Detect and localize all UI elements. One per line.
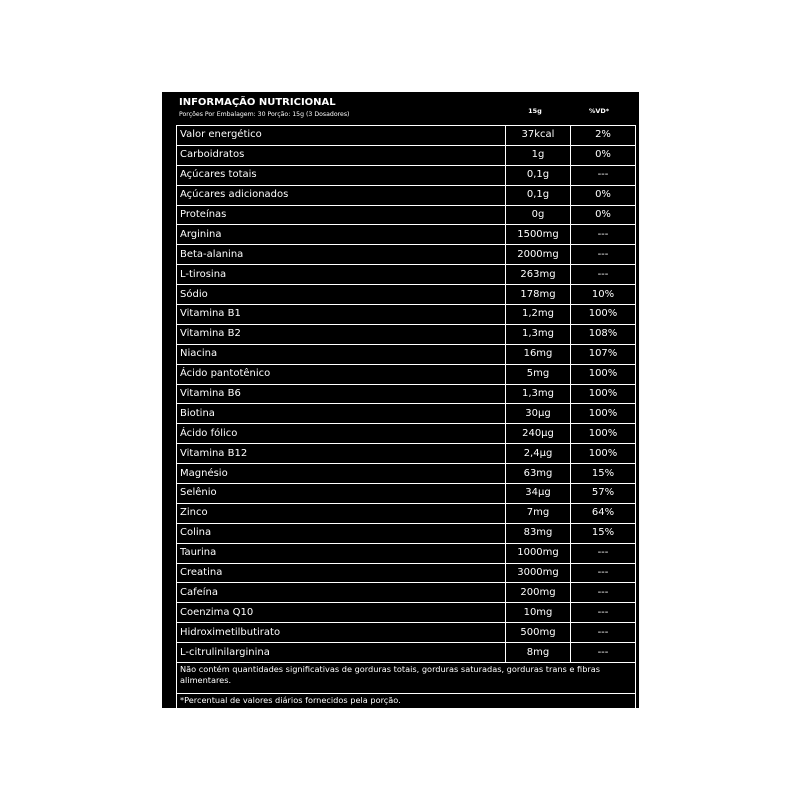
- nutrient-name: Vitamina B1: [177, 305, 506, 325]
- daily-value-percent: 108%: [571, 324, 636, 344]
- nutrient-row: [177, 126, 636, 146]
- nutrient-row: [177, 205, 636, 225]
- daily-value-percent: 100%: [571, 384, 636, 404]
- portion-amount: 1,3mg: [506, 324, 571, 344]
- column-header-daily-value: %VD*: [588, 107, 610, 115]
- portion-amount: 2000mg: [506, 245, 571, 265]
- nutrition-header: [162, 92, 639, 124]
- nutrient-name: Açúcares totais: [177, 165, 506, 185]
- daily-value-percent: ---: [571, 225, 636, 245]
- portion-amount: 0,1g: [506, 165, 571, 185]
- nutrient-row: [177, 424, 636, 444]
- nutrient-row: [177, 364, 636, 384]
- nutrient-name: Magnésio: [177, 464, 506, 484]
- daily-value-percent: ---: [571, 643, 636, 663]
- column-header-portion: 15g: [528, 107, 542, 115]
- daily-value-percent: 100%: [571, 444, 636, 464]
- daily-value-percent: 0%: [571, 145, 636, 165]
- nutrient-row: [177, 623, 636, 643]
- portion-amount: 240µg: [506, 424, 571, 444]
- nutrient-row: [177, 305, 636, 325]
- daily-value-percent: 100%: [571, 305, 636, 325]
- nutrient-row: [177, 484, 636, 504]
- nutrient-name: L-tirosina: [177, 265, 506, 285]
- nutrient-row: [177, 444, 636, 464]
- daily-value-percent: ---: [571, 165, 636, 185]
- nutrient-row: [177, 523, 636, 543]
- nutrient-name: Valor energético: [177, 126, 506, 146]
- daily-value-percent: ---: [571, 623, 636, 643]
- portion-amount: 37kcal: [506, 126, 571, 146]
- nutrient-name: Sódio: [177, 285, 506, 305]
- portion-amount: 1g: [506, 145, 571, 165]
- nutrient-name: Beta-alanina: [177, 245, 506, 265]
- portion-amount: 3000mg: [506, 563, 571, 583]
- portion-amount: 1000mg: [506, 543, 571, 563]
- nutrient-row: [177, 285, 636, 305]
- portion-amount: 0g: [506, 205, 571, 225]
- footnote-not-significant: Não contém quantidades significativas de gorduras totais, gorduras saturadas, gorduras trans e fibras alimentares.: [177, 663, 636, 694]
- daily-value-percent: 100%: [571, 404, 636, 424]
- nutrient-row: [177, 464, 636, 484]
- daily-value-percent: ---: [571, 563, 636, 583]
- nutrition-facts-panel: [162, 92, 639, 708]
- nutrient-name: Açúcares adicionados: [177, 185, 506, 205]
- portion-amount: 500mg: [506, 623, 571, 643]
- nutrient-row: [177, 225, 636, 245]
- nutrient-name: Biotina: [177, 404, 506, 424]
- daily-value-percent: 15%: [571, 464, 636, 484]
- daily-value-percent: ---: [571, 603, 636, 623]
- nutrient-name: Vitamina B12: [177, 444, 506, 464]
- portion-amount: 0,1g: [506, 185, 571, 205]
- nutrient-row: [177, 404, 636, 424]
- daily-value-percent: 0%: [571, 185, 636, 205]
- nutrient-row: [177, 165, 636, 185]
- daily-value-percent: 15%: [571, 523, 636, 543]
- footnote-row: [177, 663, 636, 694]
- daily-value-percent: ---: [571, 265, 636, 285]
- portion-amount: 8mg: [506, 643, 571, 663]
- daily-value-percent: 100%: [571, 424, 636, 444]
- portion-amount: 2,4µg: [506, 444, 571, 464]
- portion-amount: 34µg: [506, 484, 571, 504]
- portion-amount: 16mg: [506, 344, 571, 364]
- nutrient-name: Carboidratos: [177, 145, 506, 165]
- daily-value-percent: ---: [571, 245, 636, 265]
- nutrient-name: Vitamina B6: [177, 384, 506, 404]
- nutrient-row: [177, 245, 636, 265]
- portion-amount: 1,3mg: [506, 384, 571, 404]
- nutrient-row: [177, 603, 636, 623]
- daily-value-percent: ---: [571, 543, 636, 563]
- nutrient-row: [177, 643, 636, 663]
- nutrient-row: [177, 384, 636, 404]
- daily-value-percent: ---: [571, 583, 636, 603]
- panel-title: INFORMAÇÃO NUTRICIONAL: [179, 97, 336, 108]
- nutrient-name: Coenzima Q10: [177, 603, 506, 623]
- portion-amount: 10mg: [506, 603, 571, 623]
- portion-amount: 178mg: [506, 285, 571, 305]
- nutrient-row: [177, 583, 636, 603]
- nutrient-row: [177, 543, 636, 563]
- footnote-row: [177, 694, 636, 714]
- nutrition-footnotes: [177, 663, 636, 714]
- nutrition-table-body: [177, 126, 636, 663]
- portion-amount: 83mg: [506, 523, 571, 543]
- daily-value-percent: 107%: [571, 344, 636, 364]
- nutrient-name: Proteínas: [177, 205, 506, 225]
- nutrient-name: Arginina: [177, 225, 506, 245]
- nutrient-name: Zinco: [177, 503, 506, 523]
- portion-amount: 1,2mg: [506, 305, 571, 325]
- portion-amount: 1500mg: [506, 225, 571, 245]
- serving-info: Porções Por Embalagem: 30 Porção: 15g (3 Dosadores): [179, 111, 350, 118]
- nutrient-name: Hidroximetilbutirato: [177, 623, 506, 643]
- portion-amount: 63mg: [506, 464, 571, 484]
- nutrient-name: Vitamina B2: [177, 324, 506, 344]
- nutrient-row: [177, 145, 636, 165]
- daily-value-percent: 10%: [571, 285, 636, 305]
- nutrient-row: [177, 185, 636, 205]
- daily-value-percent: 100%: [571, 364, 636, 384]
- daily-value-percent: 2%: [571, 126, 636, 146]
- nutrient-name: L-citrulinilarginina: [177, 643, 506, 663]
- nutrient-row: [177, 563, 636, 583]
- nutrient-name: Taurina: [177, 543, 506, 563]
- nutrient-name: Creatina: [177, 563, 506, 583]
- nutrient-name: Ácido pantotênico: [177, 364, 506, 384]
- nutrient-row: [177, 265, 636, 285]
- nutrient-row: [177, 344, 636, 364]
- footnote-daily-value: *Percentual de valores diários fornecidos pela porção.: [177, 694, 636, 714]
- daily-value-percent: 64%: [571, 503, 636, 523]
- nutrient-row: [177, 324, 636, 344]
- nutrient-row: [177, 503, 636, 523]
- portion-amount: 30µg: [506, 404, 571, 424]
- nutrient-name: Niacina: [177, 344, 506, 364]
- portion-amount: 200mg: [506, 583, 571, 603]
- nutrition-table: [176, 125, 636, 714]
- nutrient-name: Selênio: [177, 484, 506, 504]
- portion-amount: 7mg: [506, 503, 571, 523]
- nutrient-name: Ácido fólico: [177, 424, 506, 444]
- nutrient-name: Colina: [177, 523, 506, 543]
- nutrient-name: Cafeína: [177, 583, 506, 603]
- daily-value-percent: 0%: [571, 205, 636, 225]
- portion-amount: 5mg: [506, 364, 571, 384]
- portion-amount: 263mg: [506, 265, 571, 285]
- daily-value-percent: 57%: [571, 484, 636, 504]
